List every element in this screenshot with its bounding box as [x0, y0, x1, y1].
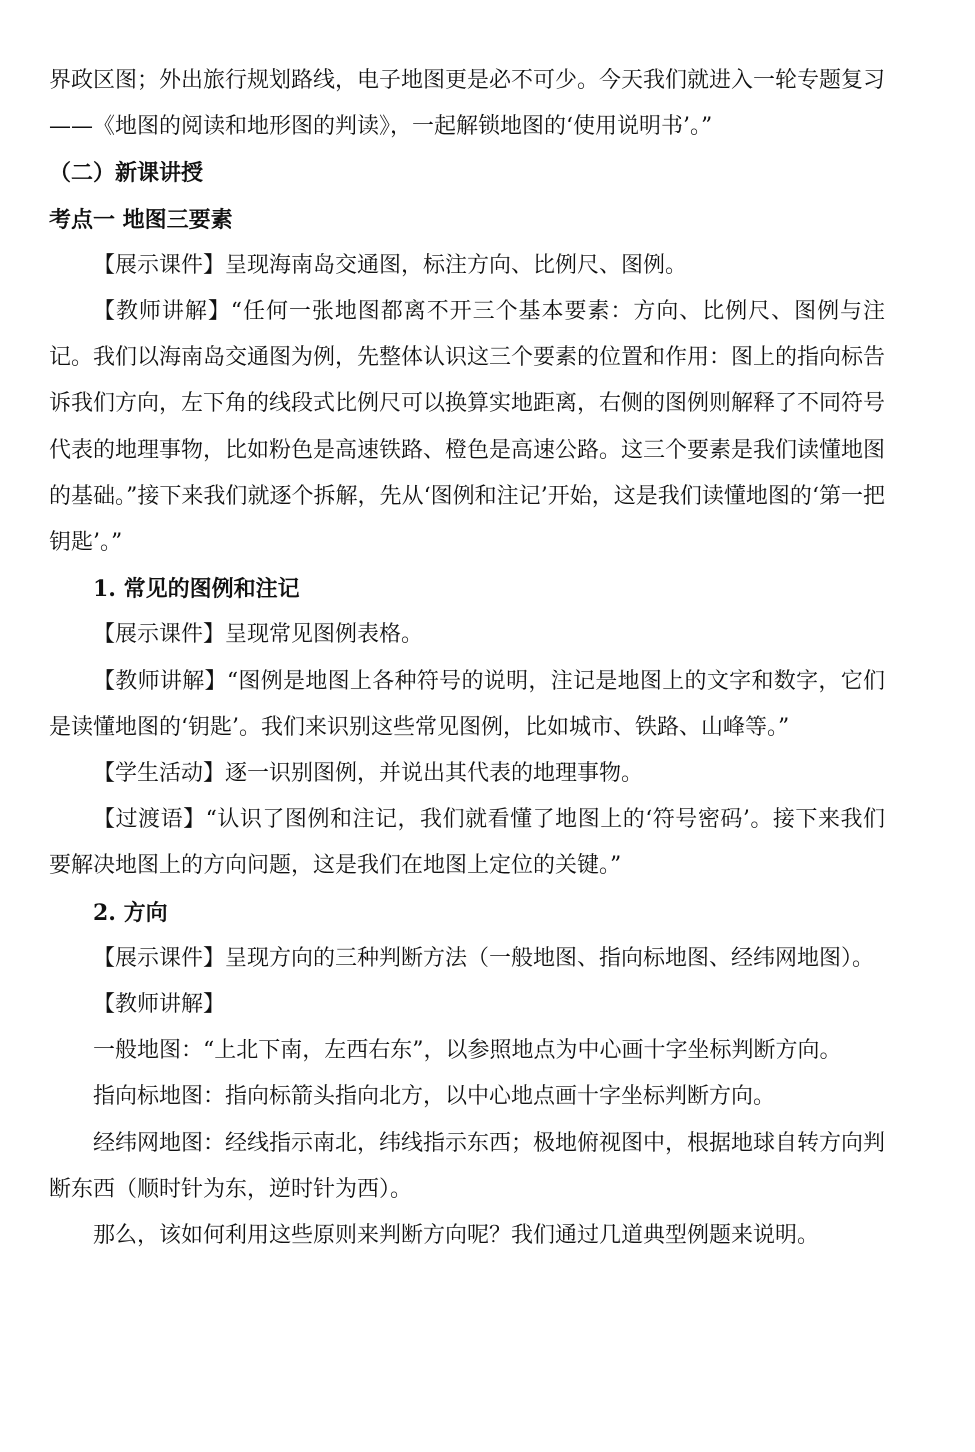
paragraph-conclusion: 那么，该如何利用这些原则来判断方向呢？我们通过几道典型例题来说明。 [93, 1223, 820, 1249]
document-page [49, 58, 885, 1259]
section-heading-new-lesson: （二）新课讲授 [49, 160, 204, 187]
paragraph-graticule-map: 经纬网地图：经线指示南北，纬线指示东西；极地俯视图中，根据地球自转方向判断东西（顺时针为东，逆时针为西）。 [49, 1130, 886, 1202]
paragraph-teacher-explain-1: 【教师讲解】“任何一张地图都离不开三个基本要素：方向、比例尺、图例与注记。我们以海南岛交通图为例，先整体认识这三个要素的位置和作用：图上的指向标告诉我们方向，左下角的线段式比例尺可以换算实地距离，右侧的图例则解释了不同符号代表的地理事物，比如粉色是高速铁路、橙色是高速公路。这三个要素是我们读懂地图的基础。”接下来我们就逐个拆解，先从‘图例和注记’开始，这是我们读懂地图的‘第一把钥匙’。” [49, 299, 886, 556]
intro-paragraph: 界政区图；外出旅行规划路线，电子地图更是必不可少。今天我们就进入一轮专题复习 ——《地图的阅读和地形图的判读》，一起解锁地图的‘使用说明书’。” [49, 68, 886, 140]
subheading-legend: 1. 常见的图例和注记 [93, 576, 300, 603]
paragraph-transition: 【过渡语】“认识了图例和注记，我们就看懂了地图上的‘符号密码’。接下来我们要解决地图上的方向问题，这是我们在地图上定位的关键。” [49, 807, 885, 879]
paragraph-show-courseware-3: 【展示课件】呈现方向的三种判断方法（一般地图、指向标地图、经纬网地图）。 [93, 945, 875, 971]
paragraph-teacher-explain-3: 【教师讲解】 [93, 992, 226, 1018]
paragraph-teacher-explain-2: 【教师讲解】“图例是地图上各种符号的说明，注记是地图上的文字和数字，它们是读懂地图的‘钥匙’。我们来识别这些常见图例，比如城市、铁路、山峰等。” [49, 668, 885, 740]
paragraph-general-map: 一般地图：“上北下南，左西右东”，以参照地点为中心画十字坐标判断方向。 [93, 1038, 842, 1064]
paragraph-student-activity: 【学生活动】逐一识别图例，并说出其代表的地理事物。 [93, 761, 644, 787]
subheading-direction: 2. 方向 [93, 899, 168, 926]
paragraph-show-courseware-2: 【展示课件】呈现常见图例表格。 [93, 622, 424, 648]
paragraph-pointer-map: 指向标地图：指向标箭头指向北方，以中心地点画十字坐标判断方向。 [93, 1084, 776, 1110]
paragraph-show-courseware-1: 【展示课件】呈现海南岛交通图，标注方向、比例尺、图例。 [93, 252, 688, 278]
kaodian-heading: 考点一 地图三要素 [49, 206, 233, 233]
